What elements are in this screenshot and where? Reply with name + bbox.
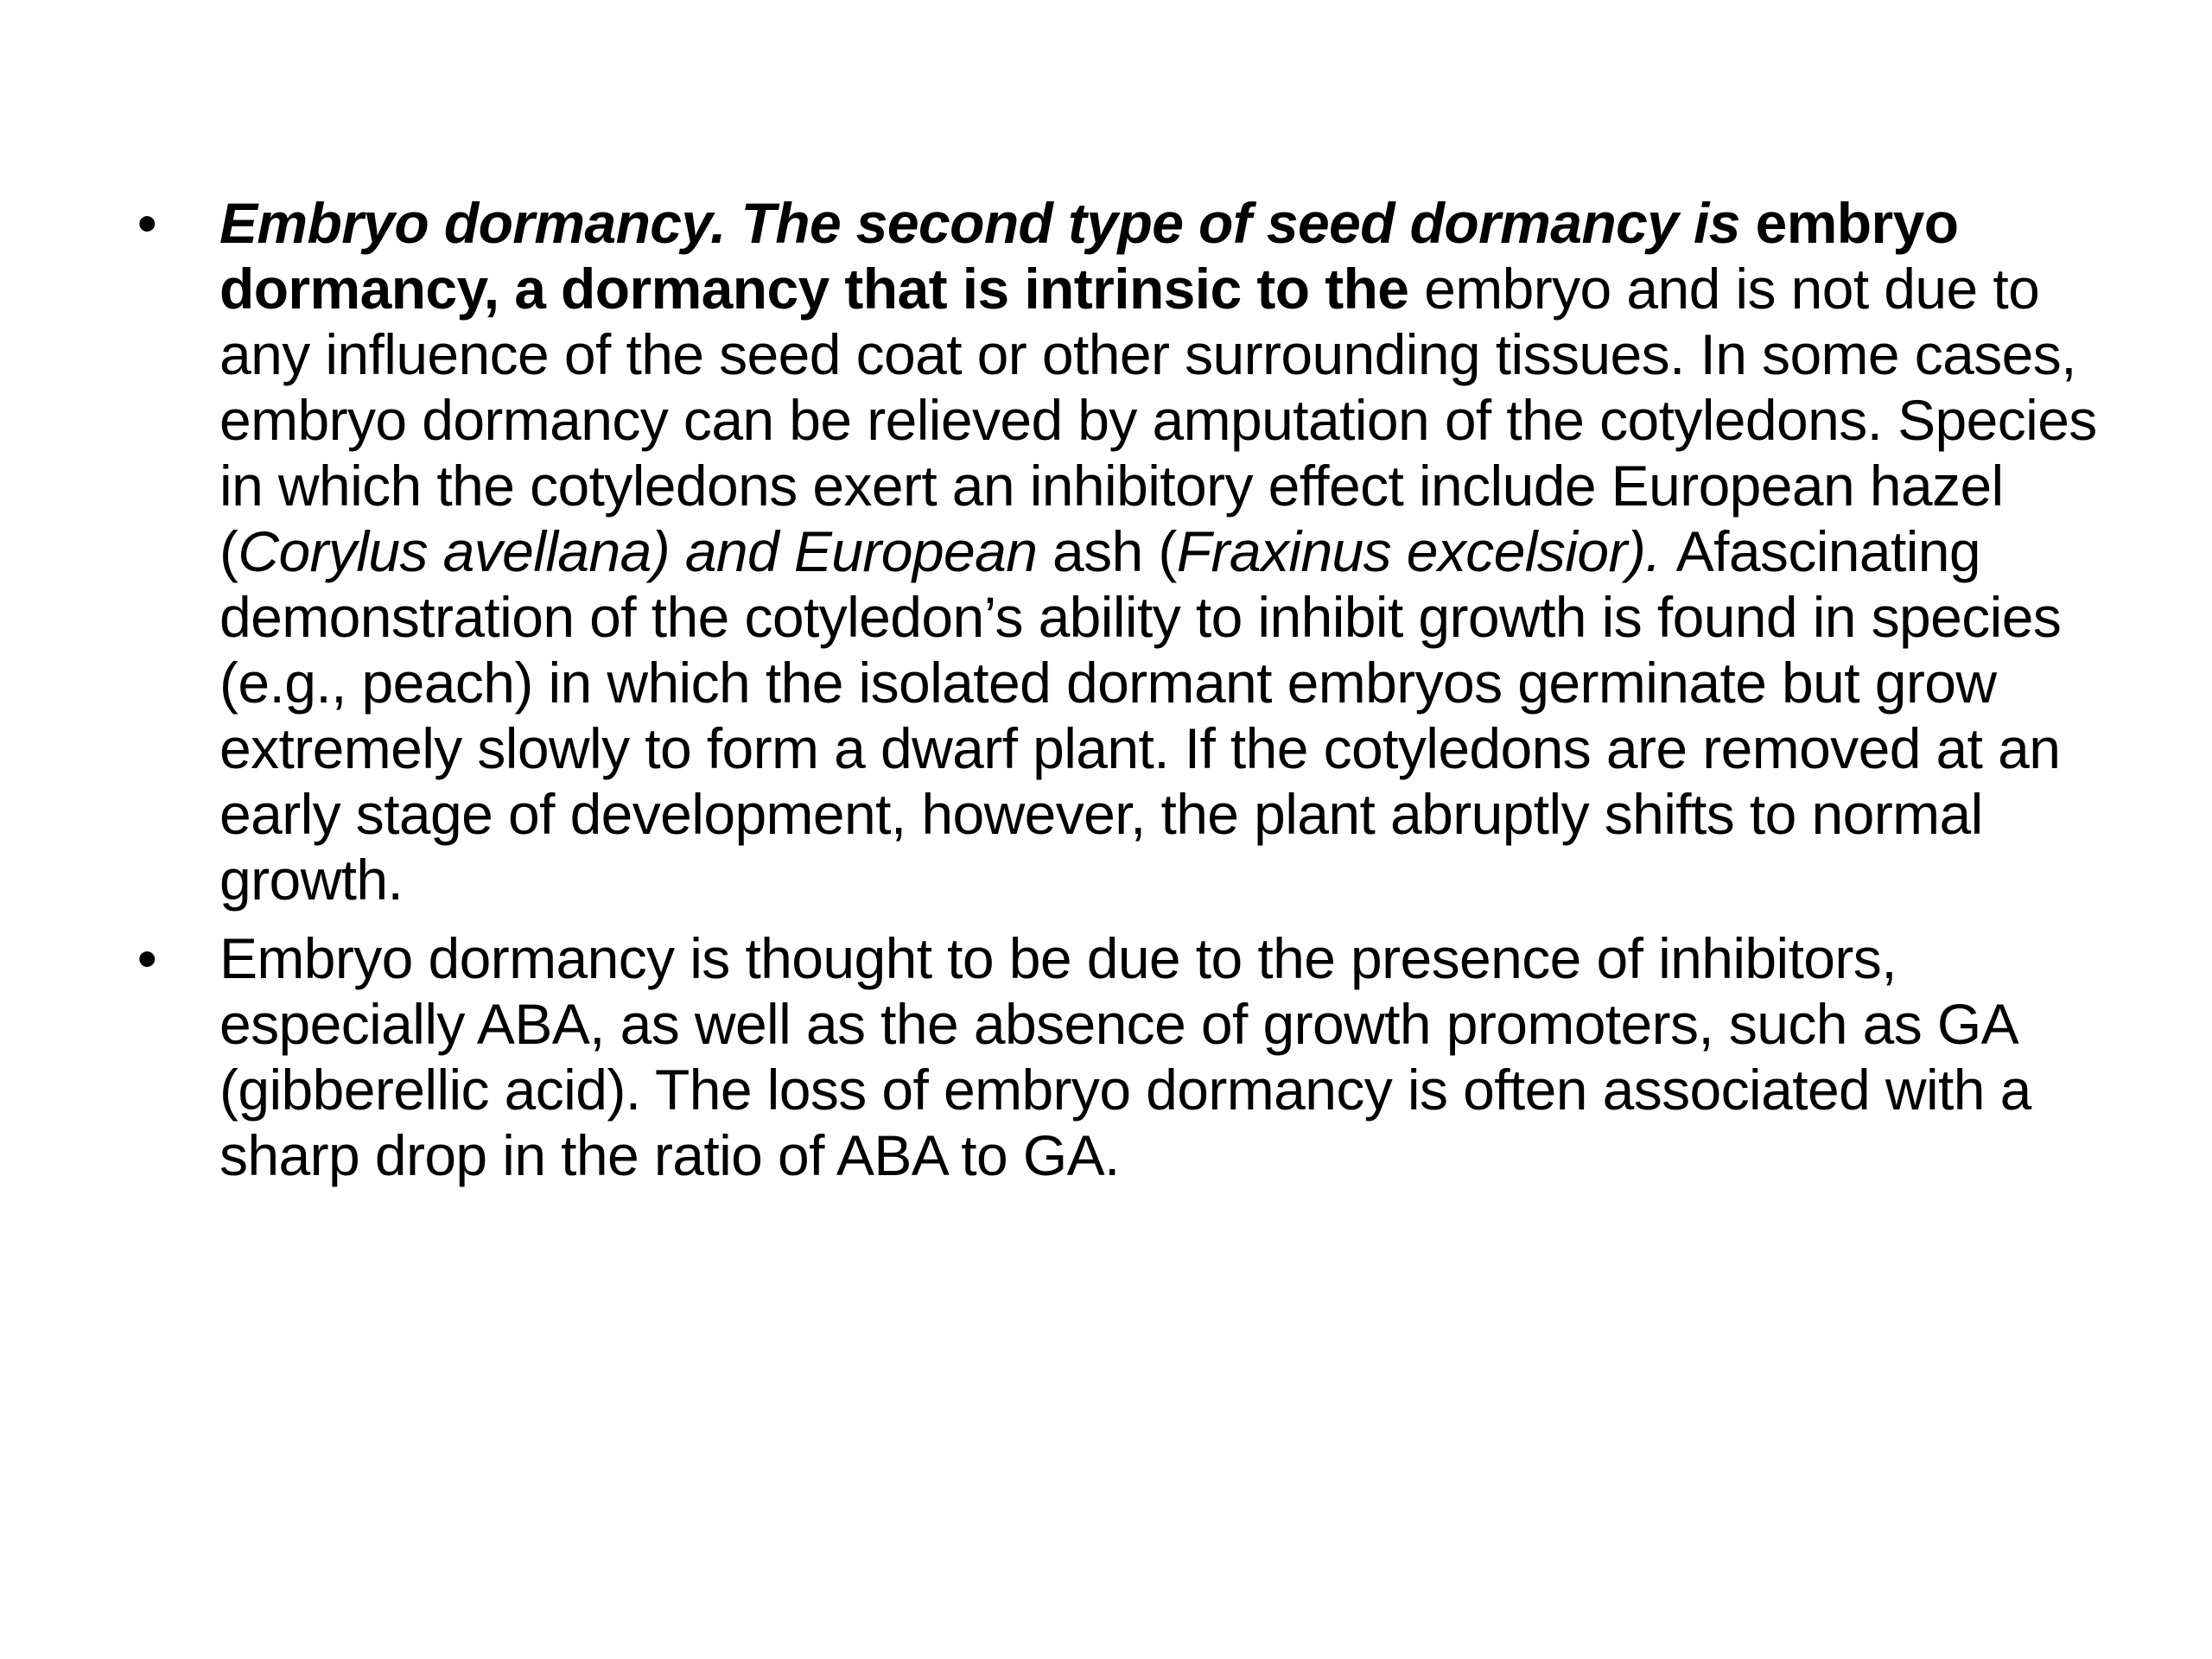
bullet-1-text-part-3: Afascinating demonstration of the cotyledon’s ability to inhibit growth is found in species (e.g., peach) in which the isolated dormant embryos germinate but grow extremely slowly to form a dwarf plant. If the cotyledons are removed at an early stage of development, however, the plant abruptly shifts to normal growth.: [219, 519, 2062, 912]
bullet-list: [130, 190, 2108, 1188]
bullet-dot-icon: •: [137, 926, 157, 990]
slide-body: [130, 190, 2108, 1201]
bullet-1-species-fraxinus: Fraxinus excelsior).: [1176, 519, 1676, 583]
bullet-2-text: Embryo dormancy is thought to be due to the presence of inhibitors, especially ABA, as well as the absence of growth promoters, such as GA (gibberellic acid). The loss of embryo dormancy is often associated with a sharp drop in the ratio of ABA to GA.: [219, 926, 2031, 1187]
bullet-1-lead-bold: embryo dormancy, a dormancy that is intrinsic to the: [219, 191, 1959, 321]
bullet-1-text-part-1: embryo and is not due to any influence of the seed coat or other surrounding tissues. In some cases, embryo dormancy can be relieved by amputation of the cotyledons. Species in which the cotyledons exert an inhibitory effect include European hazel (: [219, 257, 2097, 583]
bullet-1-lead-bold-italic: Embryo dormancy. The second type of seed dormancy is: [219, 191, 1756, 255]
bullet-item-inhibitors: [130, 925, 2108, 1188]
bullet-1-text-part-2: ash (: [1052, 519, 1177, 583]
bullet-dot-icon: •: [137, 191, 157, 255]
bullet-item-embryo-dormancy: [130, 190, 2108, 912]
bullet-1-species-corylus: Corylus avellana) and European: [238, 519, 1053, 583]
